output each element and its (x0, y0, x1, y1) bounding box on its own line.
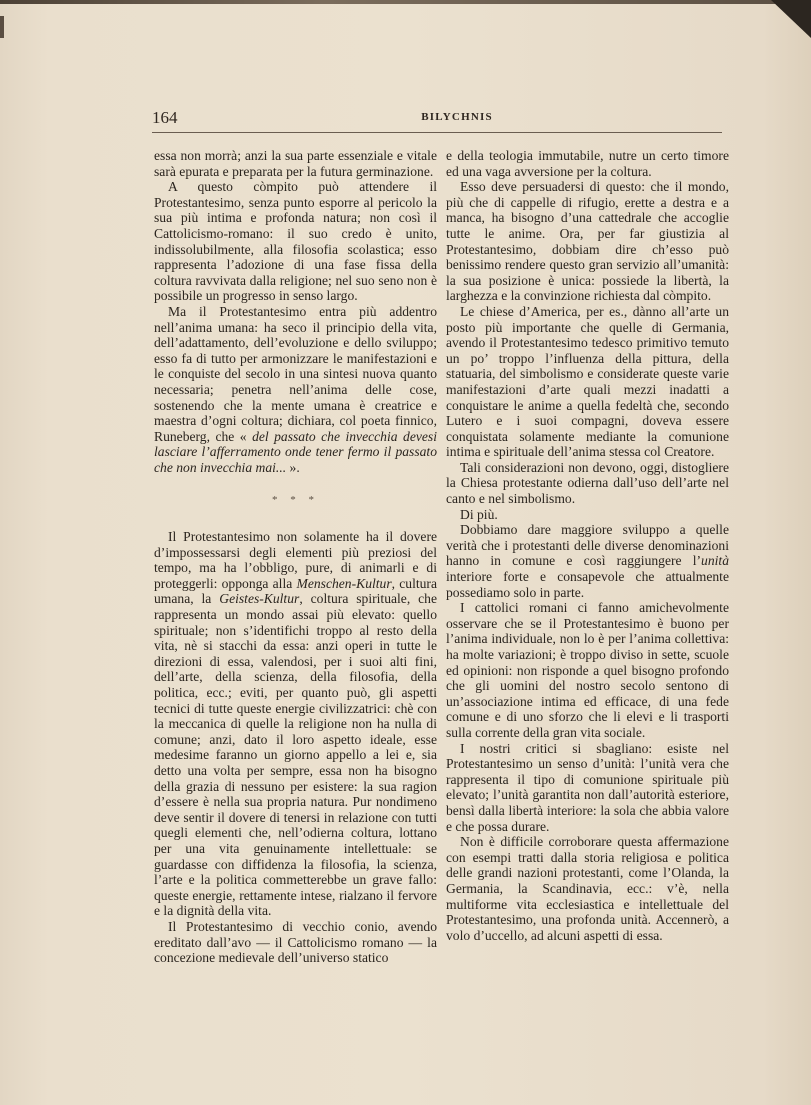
paragraph (154, 304, 437, 476)
journal-title: BILYCHNIS (421, 111, 493, 123)
term-geistes-kultur: Geistes-Kultur (219, 591, 300, 607)
paragraph: e della teologia immutabile, nutre un certo timore ed una vaga avversione per la coltura. (446, 148, 729, 179)
paragraph: I nostri critici si sbagliano: esiste nel Protestantesimo un senso d’unità: l’unità vera che rappresenta il tipo di comunione spirituale più elevato; l’unità garantita non dall’autorità esteriore, bensì dalla libertà interiore: la sola che abbia valore e che possa durare. (446, 740, 729, 834)
term-unita: unità (701, 553, 729, 569)
running-head (152, 108, 722, 130)
paragraph-text: interiore forte e consapevole che attualmente possediamo solo in parte. (446, 569, 729, 600)
paragraph: A questo còmpito può attendere il Protestantesimo, senza punto esporre al pericolo la sua più intima e profonda natura; non così il Cattolicismo-romano: il suo credo è unito, indissolubilmente, alla filosofia scolastica; esso rappresenta l’adozione di una fase fissa della coltura ravvivata dalla religione; nel suo seno non è possibile un progresso in senso largo. (154, 179, 437, 304)
quote-close: ». (289, 459, 300, 475)
quote-runeberg: del passato che invecchia devesi lasciare l’afferramento onde tener fermo il passato che non invecchia mai... (154, 428, 437, 475)
paragraph-text: Il Protestantesimo non solamente ha il dovere d’impossessarsi degli elementi più preziosi del tempo, ma ha l’obbligo, pure, di animarli e di proteggerli: opponga alla (154, 529, 437, 591)
paragraph: essa non morrà; anzi la sua parte essenziale e vitale sarà epurata e preparata per la futura germinazione. (154, 148, 437, 179)
paragraph-text: Ma il Protestantesimo entra più addentro nell’anima umana: ha seco il principio della vita, dell’adattamento, dell’evoluzione e dello sviluppo; esso fa di tutto per armonizzare le manifestazioni e le conquiste del secolo in una sintesi nuova quanto necessaria; penetra nell’anima delle cose, sostenendo che la mente umana è creatrice e maestra d’ogni coltura; dichiara, col poeta finnico, Runeberg, che « (154, 303, 437, 444)
paragraph-text: , cultura umana, la (154, 575, 437, 607)
paragraph (446, 522, 729, 600)
paragraph (154, 529, 437, 919)
page-top-edge (0, 0, 811, 4)
right-column (446, 148, 729, 943)
paragraph: Tali considerazioni non devono, oggi, distogliere la Chiesa protestante odierna dall’uso dell’arte nel canto e nel simbolismo. (446, 459, 729, 507)
paragraph-text: Dobbiamo dare maggiore sviluppo a quelle verità che i protestanti delle diverse denominazioni hanno in comune e così raggiungere l’ (446, 522, 729, 569)
page-number: 164 (152, 108, 178, 127)
page-corner-tear (771, 0, 811, 38)
term-menschen-kultur: Menschen-Kultur (296, 575, 392, 591)
page-edge-mark (0, 16, 4, 38)
paragraph: Non è difficile corroborare questa affermazione con esempi tratti dalla storia religiosa e politica delle grandi nazioni protestanti, come l’Olanda, la Germania, la Scandinavia, ecc.: v’è, nella multiforme vita ecclesiastica e intellettuale del Protestantesimo, una profonda unità. Accennerò, a volo d’uccello, ad alcuni aspetti di essa. (446, 834, 729, 943)
left-column (154, 148, 437, 966)
paragraph: Di più. (460, 506, 498, 522)
section-separator: * * * (272, 494, 319, 507)
paragraph: Esso deve persuadersi di questo: che il mondo, più che di cappelle di rifugio, erette a destra e a manca, ha bisogno d’una cattedrale che accoglie tutte le anime. Ora, per far giustizia al Protestantesimo, dobbiam dire ch’esso può benissimo rendere questo gran servizio all’umanità: la sua posizione è unica: possiede la libertà, la larghezza e la convinzione richiesta dal còmpito. (446, 179, 729, 304)
paragraph: Il Protestantesimo di vecchio conio, avendo ereditato dall’avo — il Cattolicismo romano — la concezione medievale dell’universo statico (154, 918, 437, 966)
paragraph: Le chiese d’America, per es., dànno all’arte un posto più importante che quelle di Germania, avendo il Protestantesimo tedesco primitivo temuto un po’ troppo l’influenza della pittura, della statuaria, del simbolismo e considerate queste varie manifestazioni d’arte quali mezzi inadatti a conquistare le anime a quella fedeltà che, secondo Lutero e i suoi compagni, doveva essere conquistata solamente mediante la comunione intima e spirituale dell’anima stessa col Creatore. (446, 303, 729, 460)
paragraph: I cattolici romani ci fanno amichevolmente osservare che se il Protestantesimo è buono per l’anima individuale, non lo è per l’anima collettiva: ha molte variazioni; è troppo diviso in sette, scuole ed opinioni: non risponde a quel bisogno profondo che gli uomini del nostro secolo sentono di un’associazione intima ed efficace, di una fede comune e di uno sforzo che li elevi e li trasporti sulla corrente della gran vita sociale. (446, 600, 729, 740)
paragraph-text: , coltura spirituale, che rappresenta un mondo assai più elevato: quello spirituale; non s’identifichi troppo al resto della vita, nè si stacchi da essa: anzi operi in tutte le direzioni di essa, valendosi, per i suoi alti fini, dell’arte, della scienza, della filosofia, della politica, ecc.; eviti, per quanto può, gli aspetti tecnici di tutte queste energie civilizzatrici: chè con la meccanica di quelle la religione non ha nulla di comune; anzi, dato il loro aspetto ideale, esse medesime faranno un giorno appello a lei e, sia detto una volta per sempre, essa non ha bisogno della grazia di nessuno per esistere: la sua ragion d’essere è nella sua propria natura. Pur nondimeno deve sentir il dovere di tenersi in relazione con tutti quegli elementi che, nell’odierna coltura, lottano per una vita genuinamente intellettuale: se guardasse con diffidenza la filosofia, la scienza, l’arte e la politica commetterebbe un grave fallo: queste energie, rettamente intese, rialzano il fervore e la dignità della vita. (154, 591, 437, 919)
header-rule (152, 132, 722, 133)
